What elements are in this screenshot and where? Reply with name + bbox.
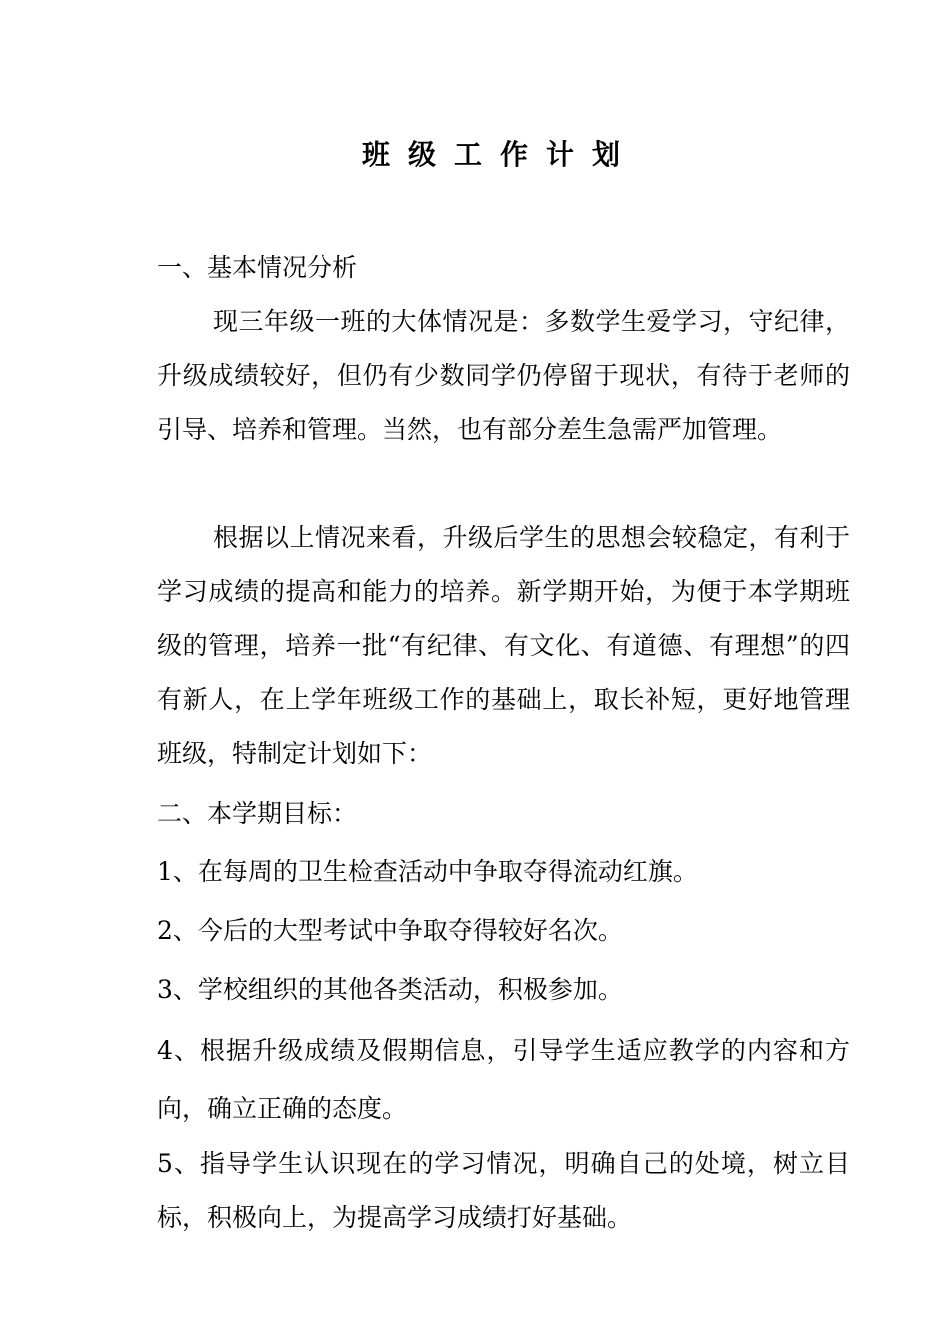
goal-item-1: 1、在每周的卫生检查活动中争取夺得流动红旗。 (157, 857, 698, 886)
goal-item-2: 2、今后的大型考试中争取夺得较好名次。 (157, 916, 623, 945)
goal-item-4: 4、根据升级成绩及假期信息，引导学生适应教学的内容和方向，确立正确的态度。 (157, 1036, 850, 1123)
section-2-heading: 二、本学期目标： (157, 799, 358, 828)
goal-item-5: 5、指导学生认识现在的学习情况，明确自己的处境，树立目标，积极向上，为提高学习成绩打好基础。 (157, 1149, 850, 1232)
document-title: 班级工作计划 (361, 138, 638, 171)
section-1-heading: 一、基本情况分析 (157, 253, 358, 282)
section-1-paragraph-2: 根据以上情况来看，升级后学生的思想会较稳定，有利于学习成绩的提高和能力的培养。新学期开始，为便于本学期班级的管理，培养一批“有纪律、有文化、有道德、有理想”的四有新人，在上学年班级工作的基础上，取长补短，更好地管理班级，特制定计划如下： (157, 523, 850, 768)
section-1-paragraph-1: 现三年级一班的大体情况是：多数学生爱学习，守纪律，升级成绩较好，但仍有少数同学仍停留于现状，有待于老师的引导、培养和管理。当然，也有部分差生急需严加管理。 (157, 307, 850, 444)
goal-item-3: 3、学校组织的其他各类活动，积极参加。 (157, 975, 623, 1004)
